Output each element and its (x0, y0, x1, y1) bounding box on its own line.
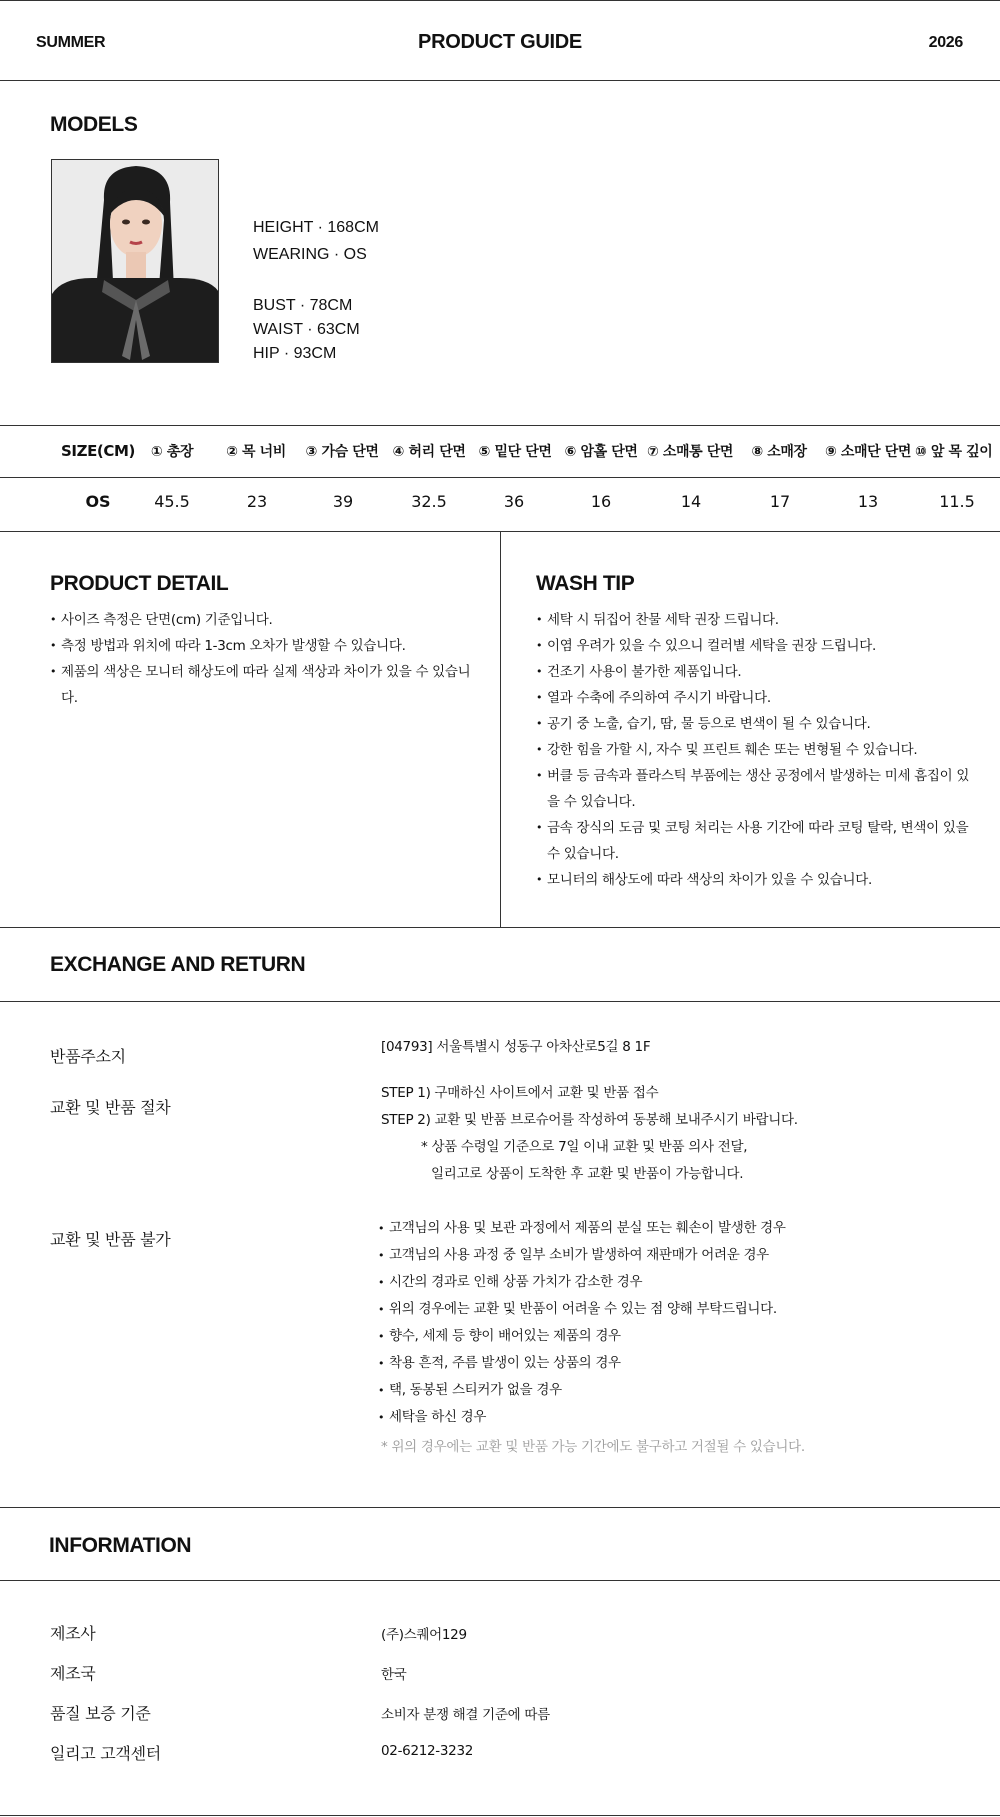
size-table-top-border (0, 425, 1000, 426)
size-header-4: ④ 허리 단면 (392, 444, 466, 460)
size-value-2: 23 (246, 492, 268, 511)
list-item: • 건조기 사용이 불가한 제품입니다. (536, 659, 976, 685)
size-value-5: 36 (503, 492, 525, 511)
list-item: • 세탁 시 뒤집어 찬물 세탁 권장 드립니다. (536, 607, 976, 633)
info-label-quality-standard: 품질 보증 기준 (50, 1704, 151, 1723)
list-item: • 금속 장식의 도금 및 코팅 처리는 사용 기간에 따라 코팅 탈락, 변색이 있을 수 있습니다. (536, 815, 976, 867)
list-item: • 시간의 경과로 인해 상품 가치가 감소한 경우 (378, 1269, 978, 1296)
list-item: • 열과 수축에 주의하여 주시기 바랍니다. (536, 685, 976, 711)
page-title: PRODUCT GUIDE (418, 31, 582, 53)
model-wearing: WEARING · OS (253, 246, 367, 263)
model-photo-illustration (52, 160, 219, 363)
exchange-steps (381, 1080, 981, 1188)
wash-tip-list (536, 607, 976, 893)
size-header-6: ⑥ 암홀 단면 (564, 444, 638, 460)
size-value-8: 17 (769, 492, 791, 511)
exchange-step-note: 일리고로 상품이 도착한 후 교환 및 반품이 가능합니다. (431, 1166, 744, 1182)
list-item: • 사이즈 측정은 단면(cm) 기준입니다. (50, 607, 480, 633)
header-divider (0, 80, 1000, 81)
size-header-2: ② 목 너비 (226, 444, 286, 460)
list-item: • 버클 등 금속과 플라스틱 부품에는 생산 공정에서 발생하는 미세 흠집이 있을 수 있습니다. (536, 763, 976, 815)
size-header-5: ⑤ 밑단 단면 (478, 444, 552, 460)
model-hip: HIP · 93CM (253, 345, 337, 362)
size-table-mid-border (0, 477, 1000, 478)
list-item: • 모니터의 해상도에 따라 색상의 차이가 있을 수 있습니다. (536, 867, 976, 893)
model-height: HEIGHT · 168CM (253, 219, 379, 236)
info-label-customer-center: 일리고 고객센터 (50, 1744, 161, 1763)
exchange-step-note: * 상품 수령일 기준으로 7일 이내 교환 및 반품 의사 전달, (421, 1139, 748, 1155)
info-value-country: 한국 (381, 1667, 407, 1683)
exchange-unavailable-label: 교환 및 반품 불가 (50, 1230, 171, 1249)
list-item: • 측정 방법과 위치에 따라 1-3cm 오차가 발생할 수 있습니다. (50, 633, 480, 659)
size-header-3: ③ 가슴 단면 (305, 444, 379, 460)
size-header-9: ⑨ 소매단 단면 (824, 444, 912, 460)
size-value-10: 11.5 (939, 492, 975, 511)
product-detail-title: PRODUCT DETAIL (50, 572, 229, 595)
detail-section-bottom-border (0, 927, 1000, 928)
exchange-procedure-label: 교환 및 반품 절차 (50, 1098, 171, 1117)
list-item: • 택, 동봉된 스티커가 없을 경우 (378, 1377, 978, 1404)
return-address-label: 반품주소지 (50, 1047, 126, 1066)
model-waist: WAIST · 63CM (253, 321, 360, 338)
exchange-header-divider (0, 1001, 1000, 1002)
model-photo (51, 159, 219, 363)
size-value-6: 16 (590, 492, 612, 511)
info-value-quality-standard: 소비자 분쟁 해결 기준에 따름 (381, 1707, 550, 1723)
exchange-section-bottom-border (0, 1507, 1000, 1508)
info-value-manufacturer: (주)스퀘어129 (381, 1627, 467, 1643)
size-value-1: 45.5 (154, 492, 190, 511)
detail-column-divider (500, 532, 501, 928)
season-label: SUMMER (36, 34, 106, 51)
size-value-4: 32.5 (411, 492, 447, 511)
list-item: • 세탁을 하신 경우 (378, 1404, 978, 1431)
exchange-step: STEP 1) 구매하신 사이트에서 교환 및 반품 접수 (381, 1085, 659, 1101)
size-row-label: OS (85, 492, 111, 511)
list-item: • 고객님의 사용 및 보관 과정에서 제품의 분실 또는 훼손이 발생한 경우 (378, 1215, 978, 1242)
models-title: MODELS (50, 113, 138, 136)
bottom-border (0, 1815, 1000, 1816)
size-header-8: ⑧ 소매장 (751, 444, 807, 460)
list-item: • 위의 경우에는 교환 및 반품이 어려울 수 있는 점 양해 부탁드립니다. (378, 1296, 978, 1323)
list-item: • 고객님의 사용 과정 중 일부 소비가 발생하여 재판매가 어려운 경우 (378, 1242, 978, 1269)
exchange-step: STEP 2) 교환 및 반품 브로슈어를 작성하여 동봉해 보내주시기 바랍니다. (381, 1112, 798, 1128)
size-label: SIZE(CM) (61, 442, 135, 460)
size-header-7: ⑦ 소매통 단면 (646, 444, 734, 460)
exchange-unavailable-note: * 위의 경우에는 교환 및 반품 가능 기간에도 불구하고 거절될 수 있습니다. (381, 1439, 805, 1455)
list-item: • 공기 중 노출, 습기, 땀, 물 등으로 변색이 될 수 있습니다. (536, 711, 976, 737)
product-detail-list (50, 607, 480, 711)
top-border (0, 0, 1000, 1)
list-item: • 강한 힘을 가할 시, 자수 및 프린트 훼손 또는 변형될 수 있습니다. (536, 737, 976, 763)
return-address: [04793] 서울특별시 성동구 아차산로5길 8 1F (381, 1039, 651, 1055)
size-value-3: 39 (332, 492, 354, 511)
list-item: • 제품의 색상은 모니터 해상도에 따라 실제 색상과 차이가 있을 수 있습니다. (50, 659, 480, 711)
list-item: • 이염 우려가 있을 수 있으니 컬러별 세탁을 권장 드립니다. (536, 633, 976, 659)
wash-tip-title: WASH TIP (536, 572, 635, 595)
size-value-7: 14 (680, 492, 702, 511)
info-label-country: 제조국 (50, 1664, 96, 1683)
information-title: INFORMATION (49, 1534, 192, 1557)
info-value-customer-center: 02-6212-3232 (381, 1743, 474, 1759)
size-header-10: ⑩ 앞 목 깊이 (915, 444, 993, 460)
exchange-title: EXCHANGE AND RETURN (50, 953, 306, 976)
model-bust: BUST · 78CM (253, 297, 353, 314)
info-label-manufacturer: 제조사 (50, 1624, 96, 1643)
size-header-1: ① 총장 (150, 444, 194, 460)
list-item: • 착용 흔적, 주름 발생이 있는 상품의 경우 (378, 1350, 978, 1377)
year-label: 2026 (928, 34, 963, 51)
list-item: • 향수, 세제 등 향이 배어있는 제품의 경우 (378, 1323, 978, 1350)
exchange-unavailable-list (378, 1215, 978, 1431)
information-header-divider (0, 1580, 1000, 1581)
size-value-9: 13 (857, 492, 879, 511)
